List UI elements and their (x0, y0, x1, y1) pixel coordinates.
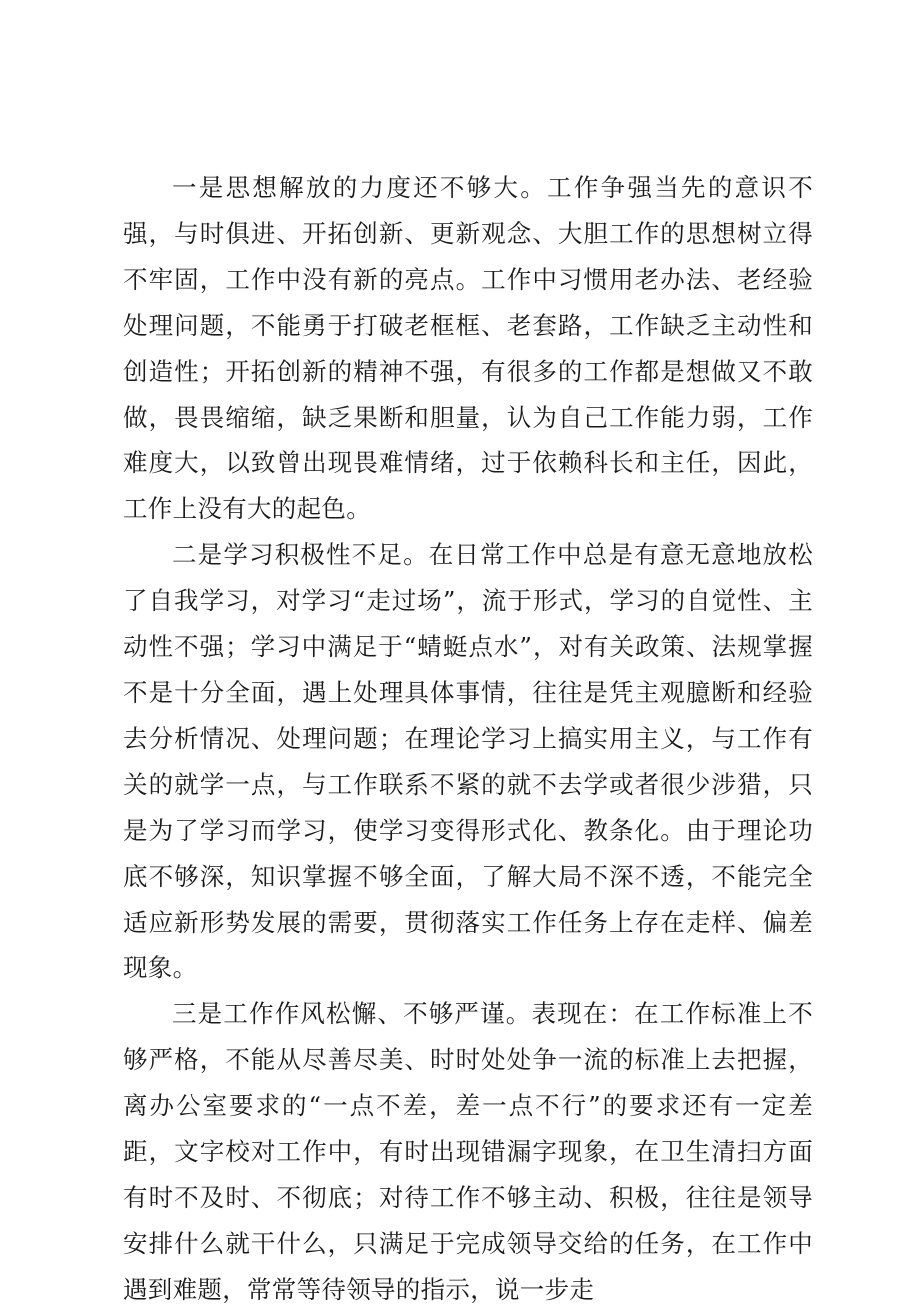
paragraph-thought-liberation: 一是思想解放的力度还不够大。工作争强当先的意识不强，与时俱进、开拓创新、更新观念、大胆工作的思想树立得不牢固，工作中没有新的亮点。工作中习惯用老办法、老经验处理问题，不能勇于打破老框框、老套路，工作缺乏主动性和创造性；开拓创新的精神不强，有很多的工作都是想做又不敢做，畏畏缩缩，缺乏果断和胆量，认为自己工作能力弱，工作难度大，以致曾出现畏难情绪，过于依赖科长和主任，因此，工作上没有大的起色。 (123, 173, 813, 524)
document-body (123, 165, 813, 1313)
paragraph-learning-enthusiasm: 二是学习积极性不足。在日常工作中总是有意无意地放松了自我学习，对学习“走过场”，流于形式，学习的自觉性、主动性不强；学习中满足于“蜻蜓点水”，对有关政策、法规掌握不是十分全面，遇上处理具体事情，往往是凭主观臆断和经验去分析情况、处理问题；在理论学习上搞实用主义，与工作有关的就学一点，与工作联系不紧的就不去学或者很少涉猎，只是为了学习而学习，使学习变得形式化、教条化。由于理论功底不够深，知识掌握不够全面，了解大局不深不透，不能完全适应新形势发展的需要，贯彻落实工作任务上存在走样、偏差现象。 (123, 540, 813, 983)
paragraph-work-style: 三是工作作风松懈、不够严谨。表现在：在工作标准上不够严格，不能从尽善尽美、时时处处争一流的标准上去把握，离办公室要求的“一点不差，差一点不行”的要求还有一定差距，文字校对工作中，有时出现错漏字现象，在卫生清扫方面有时不及时、不彻底；对待工作不够主动、积极，往往是领导安排什么就干什么，只满足于完成领导交给的任务，在工作中遇到难题，常常等待领导的指示，说一步走 (123, 999, 813, 1304)
